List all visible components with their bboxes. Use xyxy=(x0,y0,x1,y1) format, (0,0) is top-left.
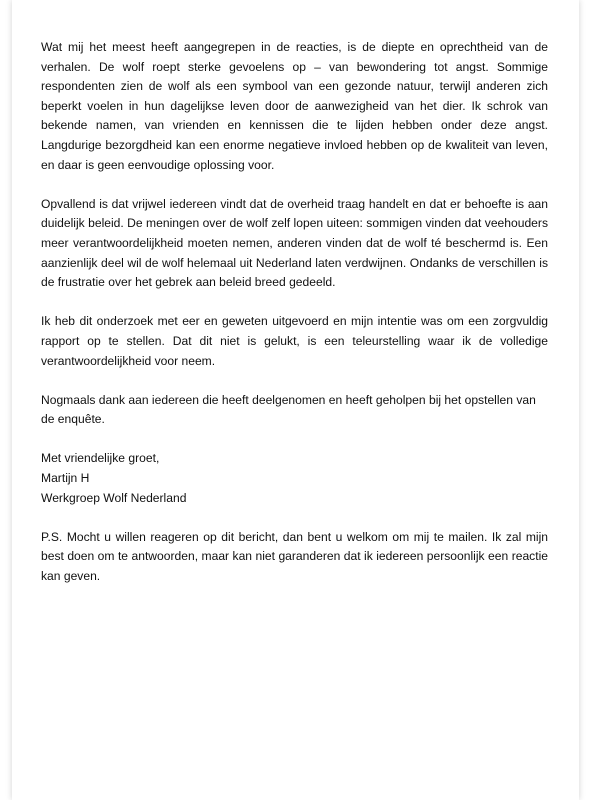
paragraph-2: Opvallend is dat vrijwel iedereen vindt dat de overheid traag handelt en dat er behoefte is aan duidelijk beleid. De meningen over de wolf zelf lopen uiteen: sommigen vinden dat veehouders meer verantwoordelijkheid moeten nemen, anderen vinden dat de wolf té beschermd is. Een aanzienlijk deel wil de wolf helemaal uit Nederland laten verdwijnen. Ondanks de verschillen is de frustratie over het gebrek aan beleid breed gedeeld. xyxy=(41,196,548,290)
redacted-surname xyxy=(90,471,124,485)
signer-name-line xyxy=(41,469,548,489)
letter-body xyxy=(41,38,548,606)
signature-block xyxy=(41,449,548,508)
paragraph-4: Nogmaals dank aan iedereen die heeft deelgenomen en heeft geholpen bij het opstellen van de enquête. xyxy=(41,392,536,427)
document-page xyxy=(12,0,579,800)
postscript: P.S. Mocht u willen reageren op dit bericht, dan bent u welkom om mij te mailen. Ik zal mijn best doen om te antwoorden, maar kan niet garanderen dat ik iedereen persoonlijk een reactie kan geven. xyxy=(41,529,548,584)
organization-name: Werkgroep Wolf Nederland xyxy=(41,490,187,505)
closing-line: Met vriendelijke groet, xyxy=(41,451,160,466)
signer-name: Martijn H xyxy=(41,471,90,486)
paragraph-1: Wat mij het meest heeft aangegrepen in de reacties, is de diepte en oprechtheid van de verhalen. De wolf roept sterke gevoelens op – van bewondering tot angst. Sommige respondenten zien de wolf als een symbool van een gezonde natuur, terwijl anderen zich beperkt voelen in hun dagelijkse leven door de aanwezigheid van het dier. Ik schrok van bekende namen, van vrienden en kennissen die te lijden hebben onder deze angst. Langdurige bezorgdheid kan een enorme negatieve invloed hebben op de kwaliteit van leven, en daar is geen eenvoudige oplossing voor. xyxy=(41,40,548,172)
paragraph-3: Ik heb dit onderzoek met eer en geweten uitgevoerd en mijn intentie was om een zorgvuldig rapport op te stellen. Dat dit niet is gelukt, is een teleurstelling waar ik de volledige verantwoordelijkheid voor neem. xyxy=(41,314,548,368)
